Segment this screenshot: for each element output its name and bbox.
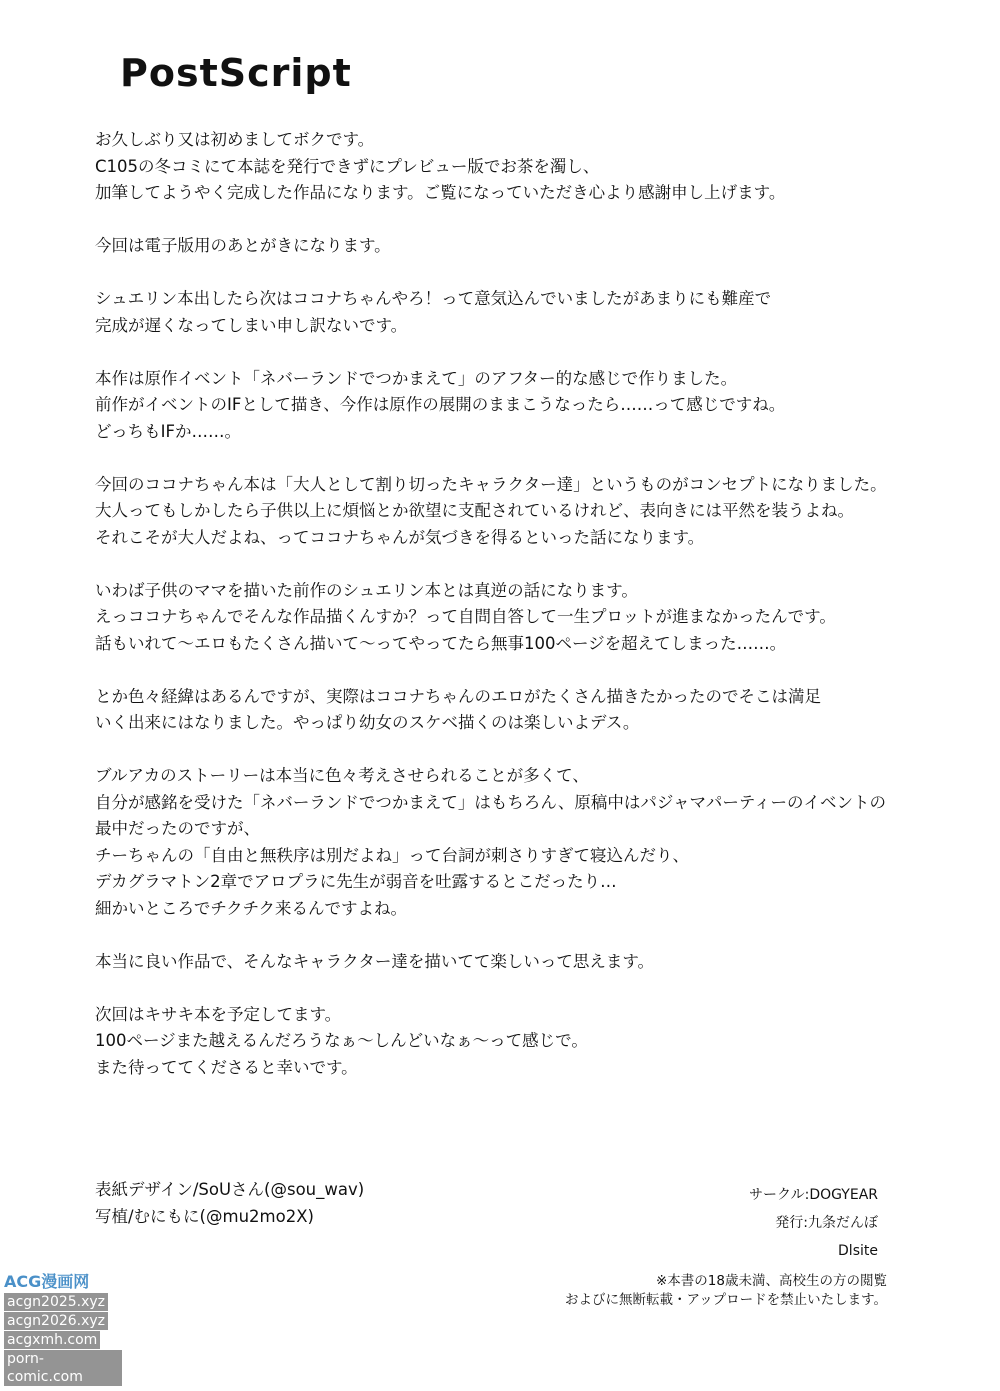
paragraph [95,233,955,260]
paragraph [95,578,955,658]
paragraph [95,366,955,446]
postscript-body [95,127,955,1081]
watermark-url: acgxmh.com [4,1331,100,1349]
text-line: 100ページまた越えるんだろうなぁ～しんどいなぁ～って感じで。 [95,1031,588,1050]
text-line: チーちゃんの「自由と無秩序は別だよね」って台詞が刺さりすぎて寝込んだり、 [95,845,689,865]
text-line: シュエリン本出したら次はココナちゃんやろ！って意気込んでいましたがあまりにも難産で [95,289,772,308]
text-line: 加筆してようやく完成した作品になります。ご覧になっていただき心より感謝申し上げます。 [95,183,786,202]
notice-line: およびに無断転載・アップロードを禁止いたします。 [565,1291,887,1308]
paragraph [95,472,955,552]
text-line: また待っててくださると幸いです。 [95,1057,358,1077]
text-line: 本当に良い作品で、そんなキャラクター達を描いてて楽しいって思えます。 [95,951,655,971]
text-line: 本作は原作イベント「ネバーランドでつかまえて」のアフター的な感じで作りました。 [95,368,738,388]
text-line: 大人ってもしかしたら子供以上に煩悩とか欲望に支配されているけれど、表向きには平然を装うよね。 [95,501,854,520]
watermark-url: acgn2026.xyz [4,1312,108,1330]
watermark-url: porn-comic.com [4,1350,122,1386]
text-line: どっちもIFか……。 [95,421,242,441]
text-line: いわば子供のママを描いた前作のシュエリン本とは真逆の話になります。 [95,580,638,600]
notice-line: ※本書の18歳未満、高校生の方の閲覧 [656,1273,887,1289]
page-title: PostScript [120,51,352,95]
age-restriction-notice [565,1272,887,1309]
text-line: えっココナちゃんでそんな作品描くんすか？って自問自答して一生プロットが進まなかったんです。 [95,607,836,626]
text-line: お久しぶり又は初めましてボクです。 [95,130,375,149]
text-line: 今回のココナちゃん本は「大人として割り切ったキャラクター達」というものがコンセプトになりました。 [95,474,887,494]
text-line: 完成が遅くなってしまい申し訳ないです。 [95,315,408,335]
text-line: 細かいところでチクチク来るんですよね。 [95,898,408,918]
credit-cover-design: 表紙デザイン/SoUさん(@sou_wav) [95,1180,365,1199]
distributor-name: Dlsite [838,1243,878,1259]
text-line: デカグラマトン2章でアロプラに先生が弱音を吐露するとこだったり… [95,872,617,891]
text-line: 自分が感銘を受けた「ネバーランドでつかまえて」はもちろん、原稿中はパジャマパーティーのイベントの [95,792,887,812]
publication-info [749,1181,878,1265]
text-line: ブルアカのストーリーは本当に色々考えさせられることが多くて、 [95,766,589,785]
paragraph [95,127,955,207]
text-line: とか色々経緯はあるんですが、実際はココナちゃんのエロがたくさん描きたかったのでそこは満足 [95,686,821,706]
text-line: 最中だったのですが、 [95,819,260,838]
text-line: 次回はキサキ本を予定してます。 [95,1004,342,1024]
credit-lettering: 写植/むにもに(@mu2mo2X) [95,1206,314,1226]
text-line: それこそが大人だよね、ってココナちゃんが気づきを得るといった話になります。 [95,527,705,547]
text-line: 今回は電子版用のあとがきになります。 [95,236,391,255]
text-line: C105の冬コミにて本誌を発行できずにプレビュー版でお茶を濁し、 [95,156,600,176]
paragraph [95,684,955,737]
staff-credits [95,1177,364,1230]
paragraph [95,1002,955,1082]
text-line: いく出来にはなりました。やっぱり幼女のスケベ描くのは楽しいよデス。 [95,713,640,732]
circle-name: サークル:DOGYEAR [749,1187,878,1203]
paragraph [95,286,955,339]
text-line: 話もいれて～エロもたくさん描いて～ってやってたら無事100ページを超えてしまった……。 [95,633,787,653]
paragraph [95,949,955,976]
watermark-url: acgn2025.xyz [4,1293,108,1311]
watermark-logo: ACG漫画网 [4,1272,90,1291]
site-watermark [4,1272,122,1386]
paragraph [95,763,955,922]
text-line: 前作がイベントのIFとして描き、今作は原作の展開のままこうなったら……って感じですね。 [95,395,786,414]
publisher-name: 発行:九条だんぼ [775,1215,878,1231]
